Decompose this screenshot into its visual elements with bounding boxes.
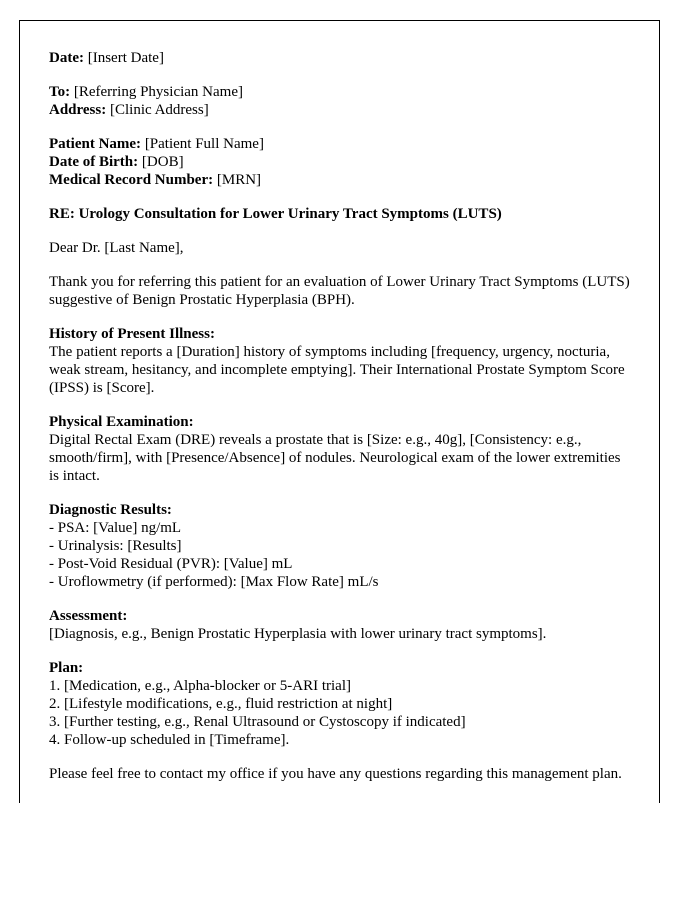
diagnostics-section bbox=[49, 501, 631, 591]
salutation-block bbox=[49, 239, 631, 257]
plan-item-follow-up: 4. Follow-up scheduled in [Timeframe]. bbox=[49, 732, 290, 748]
address-line bbox=[49, 101, 631, 119]
hpi-text: The patient reports a [Duration] history of symptoms including [frequency, urgency, nocturia, weak stream, hesitancy, and incomplete emptying]. Their International Prostate Symptom Score (IPSS) is [Score]. bbox=[49, 344, 625, 396]
hpi-heading: History of Present Illness: bbox=[49, 326, 215, 342]
letter-header-date bbox=[49, 49, 631, 67]
diagnostic-item-pvr: - Post-Void Residual (PVR): [Value] mL bbox=[49, 556, 293, 572]
hpi-section bbox=[49, 325, 631, 397]
patient-name-line bbox=[49, 135, 631, 153]
assessment-heading: Assessment: bbox=[49, 608, 128, 624]
intro-text: Thank you for referring this patient for an evaluation of Lower Urinary Tract Symptoms (LUTS) suggestive of Benign Prostatic Hyperplasia (BPH). bbox=[49, 274, 630, 308]
mrn-value: [MRN] bbox=[216, 172, 262, 188]
diagnostics-heading: Diagnostic Results: bbox=[49, 502, 172, 518]
date-value: [Insert Date] bbox=[87, 50, 164, 66]
mrn-line bbox=[49, 171, 631, 189]
date-line bbox=[49, 49, 631, 67]
diagnostic-item-urinalysis: - Urinalysis: [Results] bbox=[49, 538, 182, 554]
closing-paragraph bbox=[49, 765, 631, 783]
mrn-label: Medical Record Number: bbox=[49, 172, 214, 188]
date-label: Date: bbox=[49, 50, 84, 66]
closing-text: Please feel free to contact my office if you have any questions regarding this management plan. bbox=[49, 766, 622, 782]
dob-line bbox=[49, 153, 631, 171]
plan-item-testing: 3. [Further testing, e.g., Renal Ultrasound or Cystoscopy if indicated] bbox=[49, 714, 466, 730]
plan-section bbox=[49, 659, 631, 749]
diagnostic-item-uroflowmetry: - Uroflowmetry (if performed): [Max Flow Rate] mL/s bbox=[49, 574, 379, 590]
dob-label: Date of Birth: bbox=[49, 154, 139, 170]
subject-line: RE: Urology Consultation for Lower Urinary Tract Symptoms (LUTS) bbox=[49, 206, 502, 222]
diagnostic-item-psa: - PSA: [Value] ng/mL bbox=[49, 520, 182, 536]
patient-info-block bbox=[49, 135, 631, 189]
plan-item-lifestyle: 2. [Lifestyle modifications, e.g., fluid restriction at night] bbox=[49, 696, 393, 712]
dob-value: [DOB] bbox=[141, 154, 184, 170]
exam-section bbox=[49, 413, 631, 485]
assessment-text: [Diagnosis, e.g., Benign Prostatic Hyperplasia with lower urinary tract symptoms]. bbox=[49, 626, 547, 642]
exam-text: Digital Rectal Exam (DRE) reveals a prostate that is [Size: e.g., 40g], [Consistency: e.g., smooth/firm], with [Presence/Absence] of nodules. Neurological exam of the lower extremities is intact. bbox=[49, 432, 621, 484]
to-label: To: bbox=[49, 84, 71, 100]
patient-name-value: [Patient Full Name] bbox=[144, 136, 264, 152]
plan-heading: Plan: bbox=[49, 660, 84, 676]
salutation: Dear Dr. [Last Name], bbox=[49, 240, 184, 256]
plan-item-medication: 1. [Medication, e.g., Alpha-blocker or 5-ARI trial] bbox=[49, 678, 351, 694]
recipient-block bbox=[49, 83, 631, 119]
address-label: Address: bbox=[49, 102, 107, 118]
assessment-section bbox=[49, 607, 631, 643]
exam-heading: Physical Examination: bbox=[49, 414, 194, 430]
address-value: [Clinic Address] bbox=[109, 102, 209, 118]
letter-page bbox=[19, 20, 660, 803]
patient-name-label: Patient Name: bbox=[49, 136, 142, 152]
to-value: [Referring Physician Name] bbox=[73, 84, 243, 100]
intro-paragraph bbox=[49, 273, 631, 309]
to-line bbox=[49, 83, 631, 101]
subject-block bbox=[49, 205, 631, 223]
